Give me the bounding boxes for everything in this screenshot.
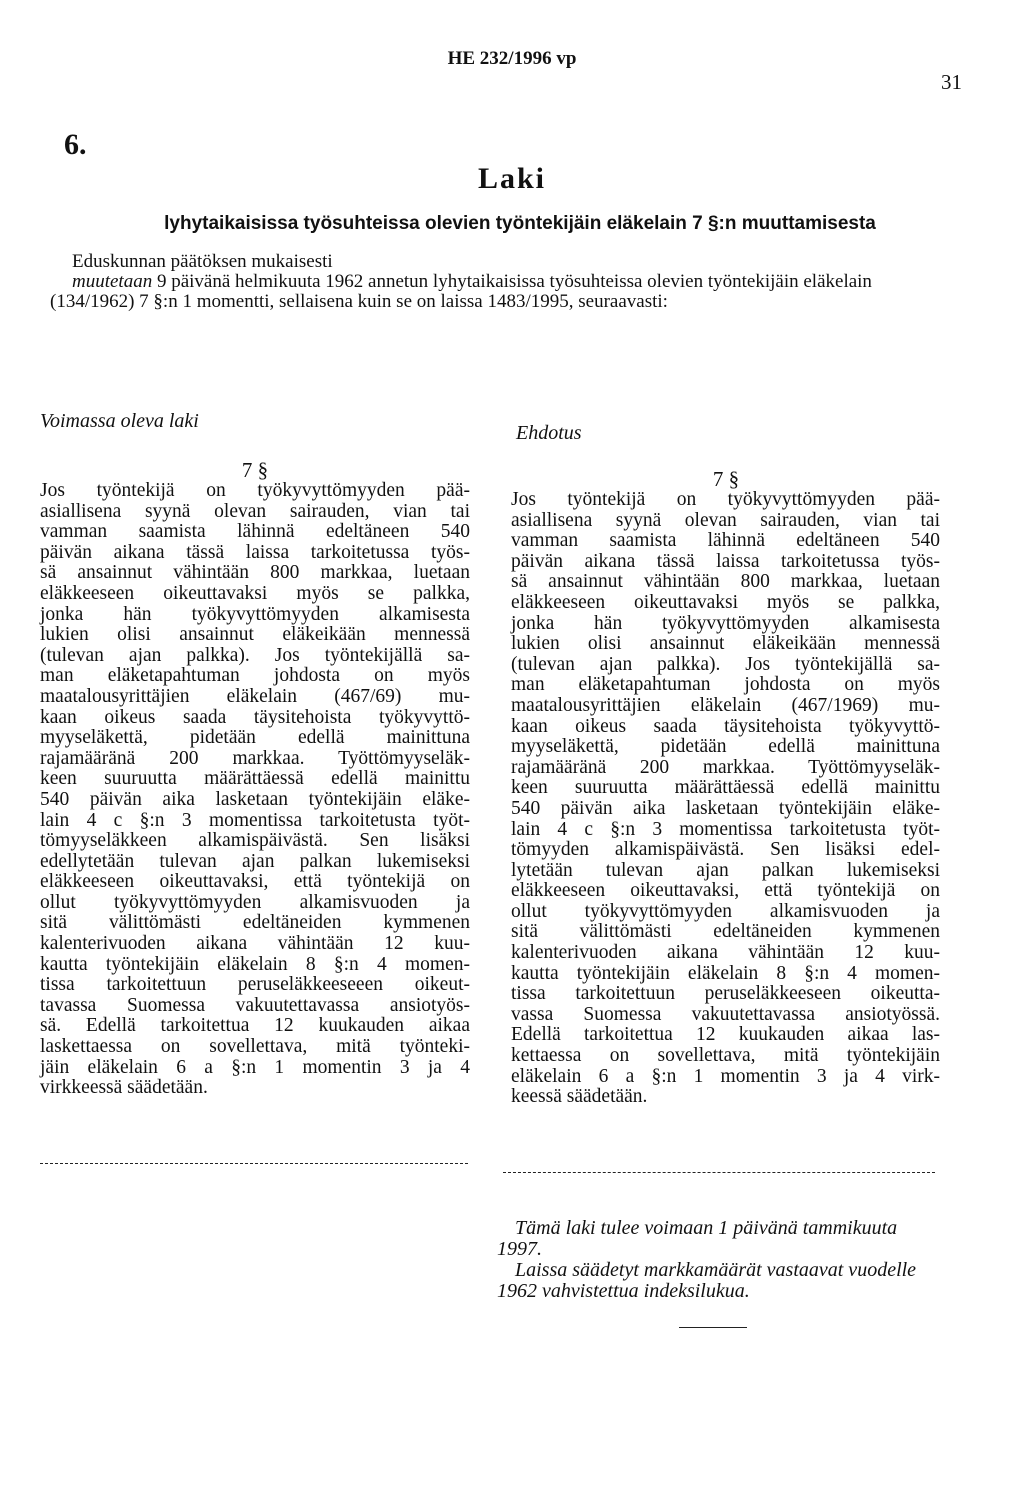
text-line: eläkkeeseen oikeuttavaksi myös se palkka, bbox=[40, 582, 470, 604]
intro-rest: 9 päivänä helmikuuta 1962 annetun lyhytaikaisissa työsuhteissa olevien työntekijäin eläkelain (134/1962) 7 §:n 1 momentti, sellaisena kuin se on laissa 1483/1995, seuraavasti: bbox=[50, 271, 872, 312]
text-line: lain 4 c §:n 3 momentissa tarkoitetusta työt- bbox=[40, 809, 470, 831]
text-line: lytetään tulevan ajan palkan lukemiseksi bbox=[511, 859, 940, 881]
text-line: myyseläkettä, pidetään edellä mainittuna bbox=[511, 736, 940, 758]
text-line: eläkkeeseen oikeuttavaksi, että työntekijä on bbox=[511, 880, 940, 902]
text-line: kaan oikeus saada täysitehoista työkyvyttö- bbox=[511, 715, 940, 737]
text-line: Edellä tarkoitettua 12 kuukauden aikaa las- bbox=[511, 1024, 940, 1046]
intro-verb: muutetaan bbox=[72, 271, 153, 292]
text-line: kaan oikeus saada täysitehoista työkyvyttö- bbox=[40, 706, 470, 728]
text-line: ollut työkyvyttömyyden alkamisvuoden ja bbox=[511, 900, 940, 922]
text-line: lukien olisi ansainnut eläkeikään mennessä bbox=[40, 624, 470, 646]
text-line: maatalousyrittäjien eläkelain (467/1969) mu- bbox=[511, 694, 940, 716]
text-line: rajamääränä 200 markkaa. Työttömyyseläk- bbox=[40, 747, 470, 769]
text-line: (tulevan ajan palkka). Jos työntekijällä sa- bbox=[511, 653, 940, 675]
text-line: 540 päivän aika lasketaan työntekijäin eläke- bbox=[40, 788, 470, 810]
text-line: tavassa Suomessa vakuutettavassa ansiotyös- bbox=[40, 994, 470, 1016]
proposal-heading: Ehdotus bbox=[516, 422, 582, 444]
page-number: 31 bbox=[941, 70, 962, 94]
text-line: päivän aikana tässä laissa tarkoitetussa työs- bbox=[40, 541, 470, 563]
intro-paragraph bbox=[50, 252, 955, 312]
text-line: keen suuruutta määrättäessä edellä mainittu bbox=[40, 768, 470, 790]
text-line: asiallisena syynä olevan sairauden, vian tai bbox=[511, 509, 940, 531]
text-line: eläkkeeseen oikeuttavaksi, että työntekijä on bbox=[40, 871, 470, 893]
text-line: eläkelain 6 a §:n 1 momentin 3 ja 4 virk- bbox=[511, 1065, 940, 1087]
text-line: tissa tarkoitettuun peruseläkkeeseeen oikeut- bbox=[40, 974, 470, 996]
text-line: vamman saamista lähinnä edeltäneen 540 bbox=[40, 521, 470, 543]
text-line: tömyyseläkkeen alkamispäivästä. Sen lisäksi bbox=[40, 830, 470, 852]
text-line: eläkkeeseen oikeuttavaksi myös se palkka, bbox=[511, 591, 940, 613]
text-line: sitä välittömästi edeltäneiden kymmenen bbox=[40, 912, 470, 934]
text-line: asiallisena syynä olevan sairauden, vian tai bbox=[40, 500, 470, 522]
text-line: tissa tarkoitettuun peruseläkkeeseen oikeutta- bbox=[511, 983, 940, 1005]
current-law-heading: Voimassa oleva laki bbox=[40, 410, 199, 432]
text-line: jäin eläkelain 6 a §:n 1 momentin 3 ja 4 bbox=[40, 1056, 470, 1078]
text-line: Jos työntekijä on työkyvyttömyyden pää- bbox=[40, 480, 470, 501]
text-line: edellytetään tulevan ajan palkan lukemiseksi bbox=[40, 850, 470, 872]
text-line: maatalousyrittäjien eläkelain (467/69) mu- bbox=[40, 685, 470, 707]
text-line: ollut työkyvyttömyyden alkamisvuoden ja bbox=[40, 891, 470, 913]
text-line: keessä säädetään. bbox=[511, 1086, 648, 1108]
text-line: lain 4 c §:n 3 momentissa tarkoitetusta työt- bbox=[511, 818, 940, 840]
footnote-line-2: Laissa säädetyt markkamäärät vastaavat vuodelle 1962 vahvistettua indeksilukua. bbox=[497, 1259, 917, 1302]
text-line: sä ansainnut vähintään 800 markkaa, luetaan bbox=[511, 571, 940, 593]
text-line: jonka hän työkyvyttömyyden alkamisesta bbox=[40, 603, 470, 625]
entry-into-force-note bbox=[497, 1218, 937, 1302]
text-line: kalenterivuoden aikana vähintään 12 kuu- bbox=[511, 942, 940, 964]
text-line: jonka hän työkyvyttömyyden alkamisesta bbox=[511, 612, 940, 634]
text-line: päivän aikana tässä laissa tarkoitetussa työs- bbox=[511, 550, 940, 572]
text-line: virkkeessä säädetään. bbox=[40, 1077, 208, 1099]
text-line: sä. Edellä tarkoitettua 12 kuukauden aikaa bbox=[40, 1015, 470, 1037]
text-line: 540 päivän aika lasketaan työntekijäin eläke- bbox=[511, 797, 940, 819]
right-section-mark: 7 § bbox=[712, 467, 740, 491]
current-law-text bbox=[40, 481, 470, 1099]
right-end-rule bbox=[503, 1172, 935, 1173]
text-line: kalenterivuoden aikana vähintään 12 kuu- bbox=[40, 933, 470, 955]
proposal-text bbox=[511, 490, 940, 1108]
text-line: kautta työntekijäin eläkelain 8 §:n 4 momen- bbox=[511, 962, 940, 984]
law-title: Laki bbox=[477, 162, 547, 195]
footnote-line-1: Tämä laki tulee voimaan 1 päivänä tammikuuta 1997. bbox=[497, 1217, 898, 1260]
document-id: HE 232/1996 vp bbox=[447, 48, 577, 69]
text-line: vamman saamista lähinnä edeltäneen 540 bbox=[511, 530, 940, 552]
text-line: sä ansainnut vähintään 800 markkaa, luetaan bbox=[40, 562, 470, 584]
closing-rule bbox=[679, 1327, 747, 1328]
text-line: tömyyden alkamispäivästä. Sen lisäksi edel- bbox=[511, 839, 940, 861]
text-line: rajamääränä 200 markkaa. Työttömyyseläk- bbox=[511, 756, 940, 778]
intro-line-1: Eduskunnan päätöksen mukaisesti bbox=[72, 251, 333, 272]
text-line: Jos työntekijä on työkyvyttömyyden pää- bbox=[511, 489, 940, 510]
text-line: man eläketapahtuman johdosta on myös bbox=[40, 665, 470, 687]
text-line: kautta työntekijäin eläkelain 8 §:n 4 momen- bbox=[40, 953, 470, 975]
text-line: sitä välittömästi edeltäneiden kymmenen bbox=[511, 921, 940, 943]
left-section-mark: 7 § bbox=[241, 458, 269, 482]
intro-text bbox=[50, 272, 955, 312]
law-subtitle: lyhytaikaisissa työsuhteissa olevien työntekijäin eläkelain 7 §:n muuttamisesta bbox=[164, 213, 876, 234]
text-line: kettaessa on sovellettava, mitä työntekijäin bbox=[511, 1045, 940, 1067]
text-line: (tulevan ajan palkka). Jos työntekijällä sa- bbox=[40, 644, 470, 666]
text-line: myyseläkettä, pidetään edellä mainittuna bbox=[40, 727, 470, 749]
text-line: man eläketapahtuman johdosta on myös bbox=[511, 674, 940, 696]
left-end-rule bbox=[40, 1163, 468, 1164]
text-line: keen suuruutta määrättäessä edellä mainittu bbox=[511, 777, 940, 799]
text-line: laskettaessa on sovellettava, mitä työntekі- bbox=[40, 1036, 470, 1058]
text-line: vassa Suomessa vakuutettavassa ansiotyössä. bbox=[511, 1003, 940, 1025]
text-line: lukien olisi ansainnut eläkeikään mennessä bbox=[511, 633, 940, 655]
section-number: 6. bbox=[64, 128, 87, 161]
